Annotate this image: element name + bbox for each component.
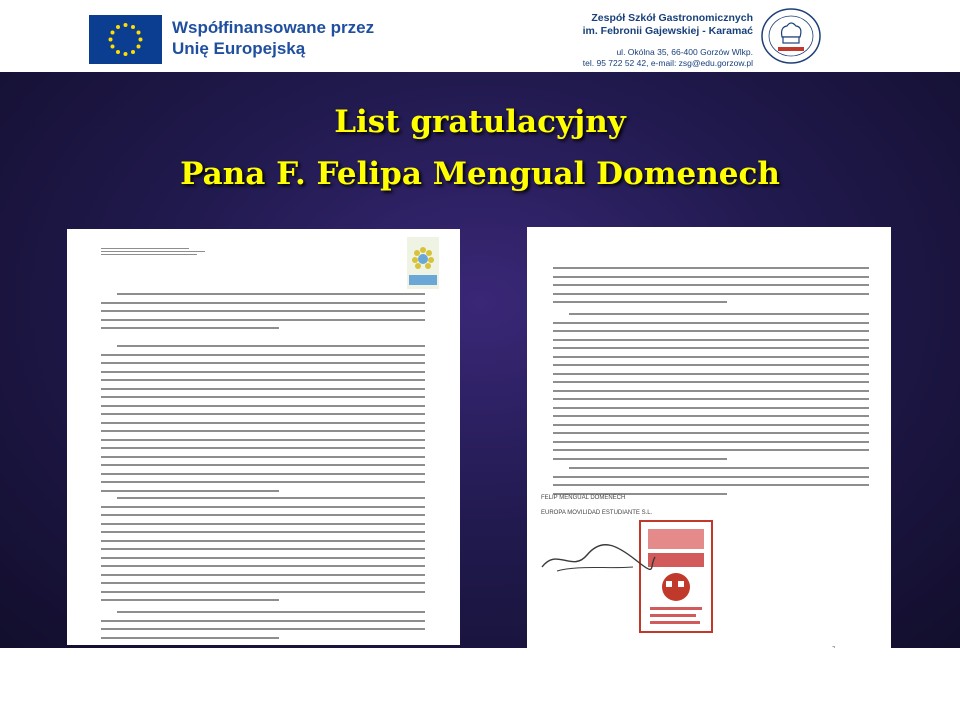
text-line [101, 506, 425, 508]
eu-line-1: Współfinansowane przez [172, 18, 375, 37]
text-line [553, 441, 869, 443]
text-line [101, 490, 279, 492]
text-line [101, 456, 425, 458]
text-line [553, 424, 869, 426]
text-line [101, 319, 425, 321]
text-line [553, 267, 869, 269]
text-line [553, 415, 869, 417]
text-line [101, 531, 425, 533]
text-line [553, 322, 869, 324]
slide-title-line-2: Pana F. Felipa Mengual Domenech [180, 156, 780, 192]
text-line [101, 565, 425, 567]
text-line [101, 481, 425, 483]
text-line [101, 523, 425, 525]
footer-area [0, 648, 960, 720]
text-line [553, 347, 869, 349]
signature-organization: EUROPA MOVILIDAD ESTUDIANTE S.L. [541, 510, 653, 516]
handwritten-signature [537, 537, 657, 577]
text-line [101, 464, 425, 466]
text-line [101, 637, 279, 639]
text-line [117, 611, 425, 613]
eu-cofinancing-text [172, 17, 374, 59]
signature-name: FELIP MENGUAL DOMENECH [541, 495, 626, 501]
text-line [553, 276, 869, 278]
text-line [553, 484, 869, 486]
text-line [553, 476, 869, 478]
text-line [569, 313, 869, 315]
text-line [101, 548, 425, 550]
text-line [553, 339, 869, 341]
school-logo-icon [760, 7, 822, 65]
text-line [101, 388, 425, 390]
text-line [553, 458, 727, 460]
letter-page-1 [67, 229, 460, 645]
slide-title-line-1: List gratulacyjny [334, 104, 626, 140]
text-line [553, 301, 727, 303]
text-line [101, 447, 425, 449]
text-line [101, 557, 425, 559]
header-bar [0, 0, 960, 72]
text-line [101, 354, 425, 356]
text-line [101, 379, 425, 381]
text-line [101, 599, 279, 601]
text-line [101, 422, 425, 424]
text-line [553, 356, 869, 358]
text-line [101, 628, 425, 630]
text-line [101, 574, 425, 576]
text-line [117, 293, 425, 295]
school-contact: tel. 95 722 52 42, e-mail: zsg@edu.gorzow.pl [582, 58, 753, 68]
text-line [101, 413, 425, 415]
text-line [553, 373, 869, 375]
text-line [553, 381, 869, 383]
text-line [101, 327, 279, 329]
europa-logo-icon [407, 237, 439, 289]
text-line [553, 432, 869, 434]
text-line [101, 405, 425, 407]
text-line [553, 293, 869, 295]
text-line [101, 473, 425, 475]
text-line [553, 398, 869, 400]
text-line [101, 310, 425, 312]
letter-sender-block [101, 248, 205, 255]
text-line [553, 407, 869, 409]
text-line [101, 620, 425, 622]
text-line [101, 371, 425, 373]
text-line [553, 390, 869, 392]
school-info [583, 12, 753, 69]
text-line [101, 591, 425, 593]
text-line [101, 430, 425, 432]
text-line [101, 514, 425, 516]
text-line [101, 439, 425, 441]
text-line [117, 345, 425, 347]
text-line [553, 284, 869, 286]
text-line [101, 302, 425, 304]
text-line [101, 540, 425, 542]
text-line [553, 330, 869, 332]
letter-page-2 [527, 227, 891, 658]
text-line [101, 362, 425, 364]
text-line [117, 497, 425, 499]
eu-line-2: Unię Europejską [172, 39, 306, 58]
text-line [101, 396, 425, 398]
text-line [553, 364, 869, 366]
text-line [553, 449, 869, 451]
text-line [101, 582, 425, 584]
school-name-line-2: im. Febronii Gajewskiej - Karamać [582, 25, 753, 37]
school-address: ul. Okólna 35, 66-400 Gorzów Wlkp. [616, 47, 753, 57]
eu-flag-icon [89, 15, 162, 64]
school-name-line-1: Zespół Szkół Gastronomicznych [591, 12, 753, 24]
text-line [569, 467, 869, 469]
